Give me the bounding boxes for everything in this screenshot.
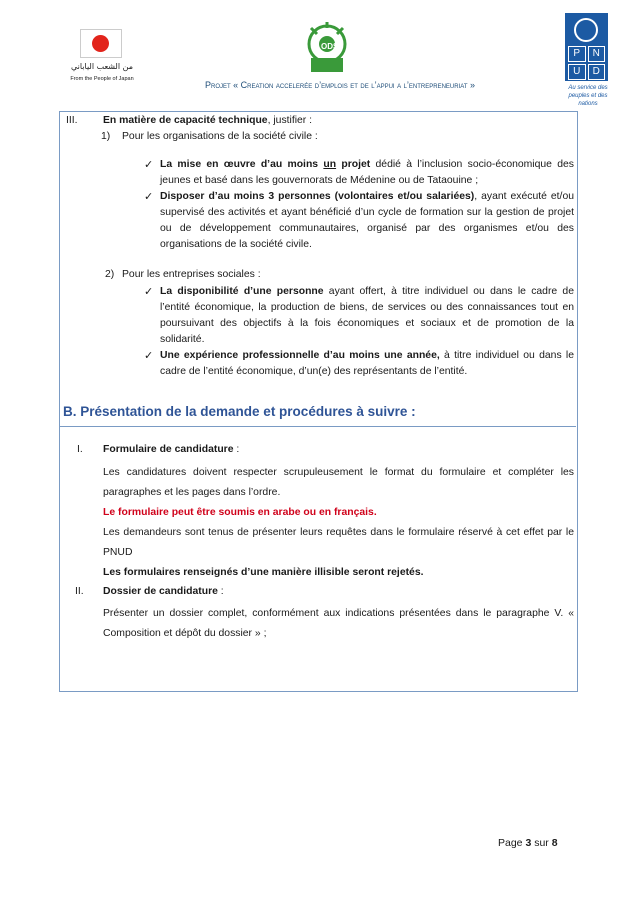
form-text: Les candidatures doivent respecter scrupuleusement le format du formulaire et compléter les paragraphes et les pages dans l’ordre. bbox=[103, 467, 574, 498]
language-note: Le formulaire peut être soumis en arabe ou en français. bbox=[103, 507, 377, 518]
heading-bold: Formulaire de candidature bbox=[103, 444, 234, 455]
page-total: 8 bbox=[551, 837, 558, 849]
heading-colon: : bbox=[217, 586, 224, 597]
section-numeral: I. bbox=[77, 444, 83, 455]
check-icon: ✓ bbox=[144, 158, 154, 171]
un-emblem-icon bbox=[574, 18, 598, 42]
pnud-letter: N bbox=[588, 46, 606, 62]
japan-arabic-caption: من الشعب الياباني bbox=[70, 62, 134, 71]
criteria-bold: Disposer d’au moins 3 personnes (volontaires et/ou salariées) bbox=[160, 191, 475, 202]
pnud-letter: D bbox=[588, 64, 606, 80]
page-number bbox=[498, 837, 558, 849]
pnud-logo bbox=[565, 13, 608, 81]
form-text: Les demandeurs sont tenus de présenter leurs requêtes dans le formulaire réservé à cet effet par le PNUD bbox=[103, 527, 574, 558]
heading-colon: : bbox=[233, 444, 240, 455]
japan-flag-logo bbox=[80, 29, 122, 58]
japan-english-caption: From the People of Japan bbox=[70, 76, 134, 82]
sub-text: Pour les organisations de la société civile : bbox=[122, 131, 318, 142]
criteria-underlined: un bbox=[323, 159, 337, 170]
criteria-item bbox=[160, 157, 574, 189]
sub-label: 1) bbox=[101, 131, 111, 142]
heading-rest: , justifier : bbox=[267, 115, 313, 126]
pnud-letter: P bbox=[568, 46, 586, 62]
criteria-text: , ayant exécuté et/ou supervisé des activités et ayant bénéficié d’un cycle de formation sur la gestion de projet ou de développement communautaires, organisé par des organismes et/ou des organisations de la société civile. bbox=[160, 191, 575, 250]
check-icon: ✓ bbox=[144, 285, 154, 298]
project-title: Projet « Creation accelerée d’emplois et de l’appui a l’entrepreneuriat » bbox=[204, 80, 475, 90]
section-divider bbox=[60, 426, 576, 427]
criteria-text: dédié à l’inclusion socio-économique des jeunes et basé dans les gouvernorats de Médenine ou de Tataouine ; bbox=[160, 159, 574, 186]
section-iii-heading bbox=[103, 115, 312, 126]
dossier-paragraph: Présenter un dossier complet, conformément aux indications présentées dans le paragraphe V. « Composition et dépôt du dossier » ; bbox=[103, 608, 574, 639]
form-paragraph bbox=[103, 463, 574, 583]
criteria-bold: Une expérience professionnelle d’au moins une année, bbox=[160, 350, 440, 361]
sub-text: Pour les entreprises sociales : bbox=[122, 269, 261, 280]
criteria-item bbox=[160, 189, 574, 253]
page-word: Page bbox=[498, 837, 523, 849]
criteria-bold: La disponibilité d’une personne bbox=[160, 286, 324, 297]
pnud-tagline: Au service des peuples et des nations bbox=[568, 85, 608, 107]
page-current: 3 bbox=[525, 837, 532, 849]
sub-label: 2) bbox=[105, 269, 115, 280]
check-icon: ✓ bbox=[144, 190, 154, 203]
dossier-heading bbox=[103, 586, 224, 597]
section-numeral: II. bbox=[75, 586, 84, 597]
rising-sun-icon bbox=[92, 35, 109, 52]
heading-bold: En matière de capacité technique bbox=[103, 115, 268, 126]
criteria-item bbox=[160, 284, 574, 348]
criteria-item bbox=[160, 348, 574, 380]
section-b-title: B. Présentation de la demande et procédures à suivre : bbox=[63, 404, 416, 419]
check-icon: ✓ bbox=[144, 349, 154, 362]
ods-label: ODS bbox=[321, 42, 339, 51]
criteria-text: ayant offert, à titre individuel ou dans le cadre de l’entité économique, la production de biens, de services ou des connaissances tout en poursuivant des objectifs à la fois économiques et sociaux et de promotion de la solidarité. bbox=[160, 286, 574, 345]
heading-bold: Dossier de candidature bbox=[103, 586, 218, 597]
criteria-bold: projet bbox=[336, 159, 371, 170]
rejection-note: Les formulaires renseignés d’une manière illisible seront rejetés. bbox=[103, 567, 424, 578]
section-numeral: III. bbox=[66, 115, 78, 126]
criteria-bold: La mise en œuvre d’au moins bbox=[160, 159, 324, 170]
form-heading bbox=[103, 444, 239, 455]
criteria-text: à titre individuel ou dans le cadre de l’entité économique, d’un(e) des représentants de l’entité. bbox=[160, 350, 574, 377]
pnud-letter: U bbox=[568, 64, 586, 80]
page-sur: sur bbox=[534, 837, 549, 849]
